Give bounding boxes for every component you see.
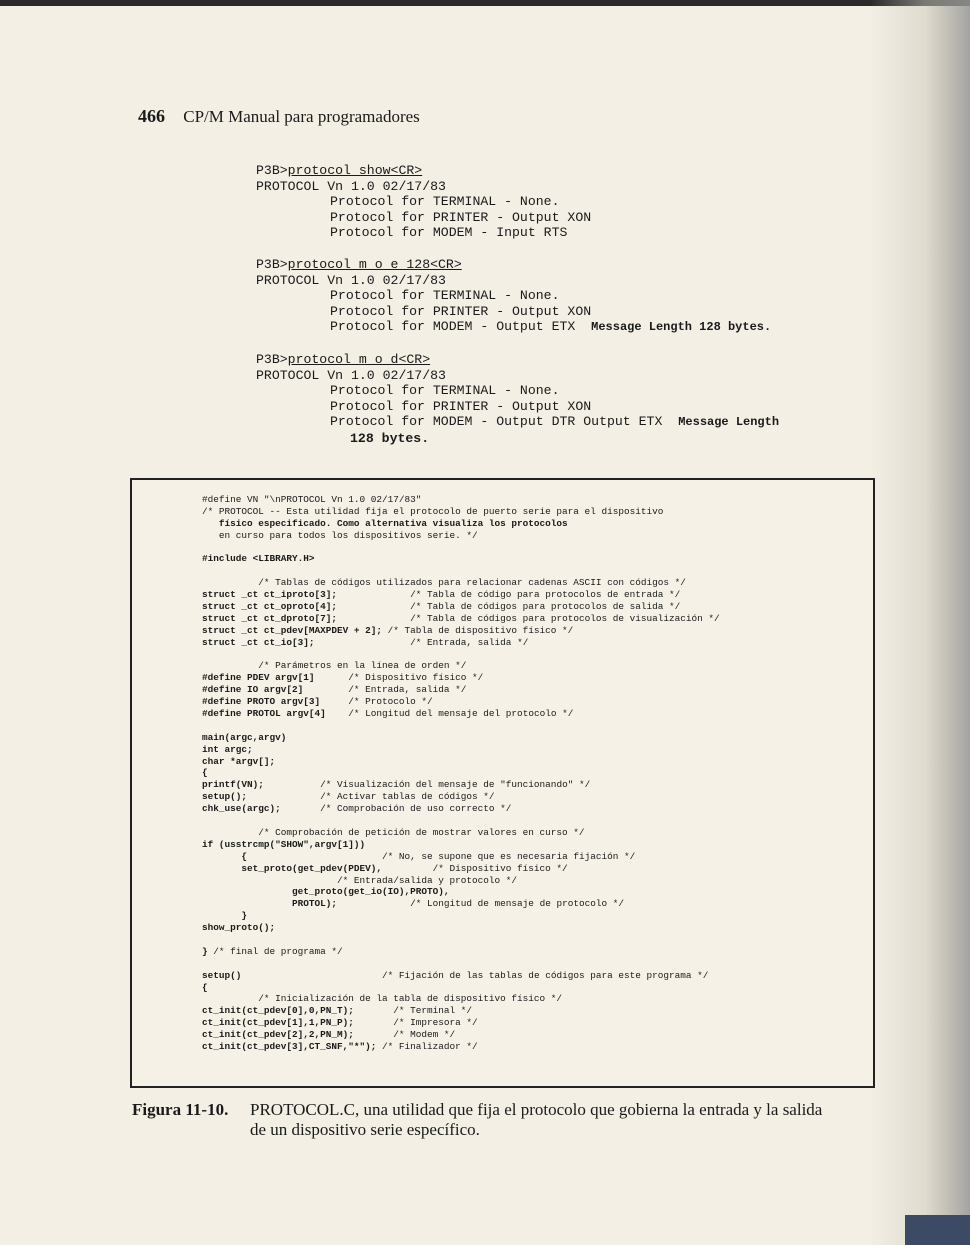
terminal-block bbox=[256, 257, 866, 336]
command: protocol show<CR> bbox=[287, 163, 423, 178]
terminal-block bbox=[256, 352, 866, 447]
figure-label: Figura 11-10. bbox=[132, 1100, 229, 1119]
output-line: Protocol for TERMINAL - None. bbox=[330, 288, 560, 304]
code-line: get_proto(get_io(IO),PROTO), bbox=[202, 886, 450, 898]
code-line: struct _ct ct_iproto[3]; /* Tabla de código para protocolos de entrada */ bbox=[202, 589, 681, 601]
message-length-note: Message Length 128 bytes. bbox=[591, 320, 772, 335]
code-line: if (usstrcmp("SHOW",argv[1])) bbox=[202, 838, 366, 850]
code-listing bbox=[202, 494, 862, 1053]
code-line: físico especificado. Como alternativa visualiza los protocolos bbox=[202, 517, 568, 529]
code-line: ct_init(ct_pdev[2],2,PN_M); /* Modem */ bbox=[202, 1029, 456, 1041]
code-line: struct _ct ct_pdev[MAXPDEV + 2]; /* Tabla de dispositivo físico */ bbox=[202, 624, 574, 636]
message-length-note: Message Length bbox=[678, 415, 780, 430]
code-line: #define PROTOL argv[4] /* Longitud del mensaje del protocolo */ bbox=[202, 708, 574, 720]
command: protocol m o e 128<CR> bbox=[287, 256, 462, 272]
book-gutter-shadow bbox=[870, 0, 970, 1245]
prompt: P3B> bbox=[256, 256, 288, 272]
code-line bbox=[202, 542, 862, 554]
output-line: Protocol for PRINTER - Output XON bbox=[330, 398, 592, 414]
code-line: { /* No, se supone que es necesaria fijación */ bbox=[202, 850, 636, 862]
output-line: Protocol for PRINTER - Output XON bbox=[330, 303, 592, 319]
command: protocol m o d<CR> bbox=[287, 351, 431, 367]
prompt: P3B> bbox=[256, 351, 288, 367]
version-line: PROTOCOL Vn 1.0 02/17/83 bbox=[256, 367, 446, 383]
code-listing-box bbox=[130, 478, 875, 1088]
code-line: ct_init(ct_pdev[3],CT_SNF,"*"); /* Finalizador */ bbox=[202, 1040, 478, 1052]
code-line: main(argc,argv) bbox=[202, 731, 287, 743]
code-line bbox=[202, 815, 862, 827]
code-line: set_proto(get_pdev(PDEV), /* Dispositivo físico */ bbox=[202, 862, 568, 874]
code-line: /* Tablas de códigos utilizados para relacionar cadenas ASCII con códigos */ bbox=[202, 577, 686, 589]
code-line: } /* final de programa */ bbox=[202, 945, 343, 957]
code-line: /* Parámetros en la línea de orden */ bbox=[202, 660, 467, 672]
code-line bbox=[202, 565, 862, 577]
output-line: 128 bytes. bbox=[350, 430, 430, 446]
command-line bbox=[256, 257, 866, 273]
output-line bbox=[256, 319, 866, 336]
code-line: setup(); /* Activar tablas de códigos */ bbox=[202, 791, 495, 803]
code-line: PROTOL); /* Longitud de mensaje de protocolo */ bbox=[202, 898, 624, 910]
page-number: 466 bbox=[138, 106, 165, 126]
code-line: struct _ct ct_dproto[7]; /* Tabla de códigos para protocolos de visualización */ bbox=[202, 612, 720, 624]
code-line: } bbox=[202, 910, 248, 922]
output-line bbox=[256, 414, 866, 431]
code-line: int argc; bbox=[202, 743, 253, 755]
code-line: { bbox=[202, 767, 208, 779]
page-corner bbox=[905, 1215, 970, 1245]
command-line bbox=[256, 163, 866, 179]
terminal-block bbox=[256, 163, 866, 241]
output-line: Protocol for MODEM - Input RTS bbox=[330, 225, 568, 241]
code-line: /* Comprobación de petición de mostrar valores en curso */ bbox=[202, 826, 585, 838]
code-line: chk_use(argc); /* Comprobación de uso correcto */ bbox=[202, 803, 512, 815]
code-line bbox=[202, 934, 862, 946]
code-line: char *argv[]; bbox=[202, 755, 276, 767]
version-line: PROTOCOL Vn 1.0 02/17/83 bbox=[256, 178, 446, 194]
caption-line-2: de un dispositivo serie específico. bbox=[250, 1120, 480, 1139]
code-line: /* Inicialización de la tabla de dispositivo físico */ bbox=[202, 993, 563, 1005]
code-line: /* PROTOCOL -- Esta utilidad fija el protocolo de puerto serie para el dispositivo bbox=[202, 505, 664, 517]
caption-line-1: PROTOCOL.C, una utilidad que fija el protocolo que gobierna la entrada y la salida bbox=[250, 1100, 823, 1119]
code-line: #define VN "\nPROTOCOL Vn 1.0 02/17/83" bbox=[202, 494, 422, 505]
code-line: show_proto(); bbox=[202, 922, 276, 934]
prompt: P3B> bbox=[256, 163, 288, 178]
code-line: #define PDEV argv[1] /* Dispositivo físico */ bbox=[202, 672, 484, 684]
command-line bbox=[256, 352, 866, 368]
page-top-edge bbox=[0, 0, 970, 6]
code-line bbox=[202, 649, 862, 661]
code-line bbox=[202, 958, 862, 970]
code-line: setup() /* Fijación de las tablas de códigos para este programa */ bbox=[202, 969, 709, 981]
running-title: CP/M Manual para programadores bbox=[183, 107, 420, 126]
output-line: Protocol for PRINTER - Output XON bbox=[330, 209, 592, 225]
output-text: Protocol for MODEM - Output ETX bbox=[330, 319, 576, 335]
code-line: /* Entrada/salida y protocolo */ bbox=[202, 874, 518, 886]
code-line: #include <LIBRARY.H> bbox=[202, 553, 315, 565]
code-line: #define IO argv[2] /* Entrada, salida */ bbox=[202, 684, 467, 696]
code-line: struct _ct ct_io[3]; /* Entrada, salida */ bbox=[202, 636, 529, 648]
version-line: PROTOCOL Vn 1.0 02/17/83 bbox=[256, 272, 446, 288]
code-line bbox=[202, 720, 862, 732]
figure-caption bbox=[132, 1100, 892, 1140]
running-header bbox=[138, 106, 420, 127]
code-line: struct _ct ct_oproto[4]; /* Tabla de códigos para protocolos de salida */ bbox=[202, 601, 681, 613]
code-line: #define PROTO argv[3] /* Protocolo */ bbox=[202, 696, 433, 708]
code-line: ct_init(ct_pdev[1],1,PN_P); /* Impresora */ bbox=[202, 1017, 478, 1029]
output-text: Protocol for MODEM - Output DTR Output ETX bbox=[330, 414, 663, 430]
code-line: { bbox=[202, 981, 208, 993]
output-line: Protocol for TERMINAL - None. bbox=[330, 383, 560, 399]
code-line: ct_init(ct_pdev[0],0,PN_T); /* Terminal */ bbox=[202, 1005, 473, 1017]
output-line: Protocol for TERMINAL - None. bbox=[330, 194, 560, 210]
terminal-session bbox=[256, 163, 866, 463]
code-line: printf(VN); /* Visualización del mensaje de "funcionando" */ bbox=[202, 779, 591, 791]
code-line: en curso para todos los dispositivos serie. */ bbox=[202, 529, 478, 541]
